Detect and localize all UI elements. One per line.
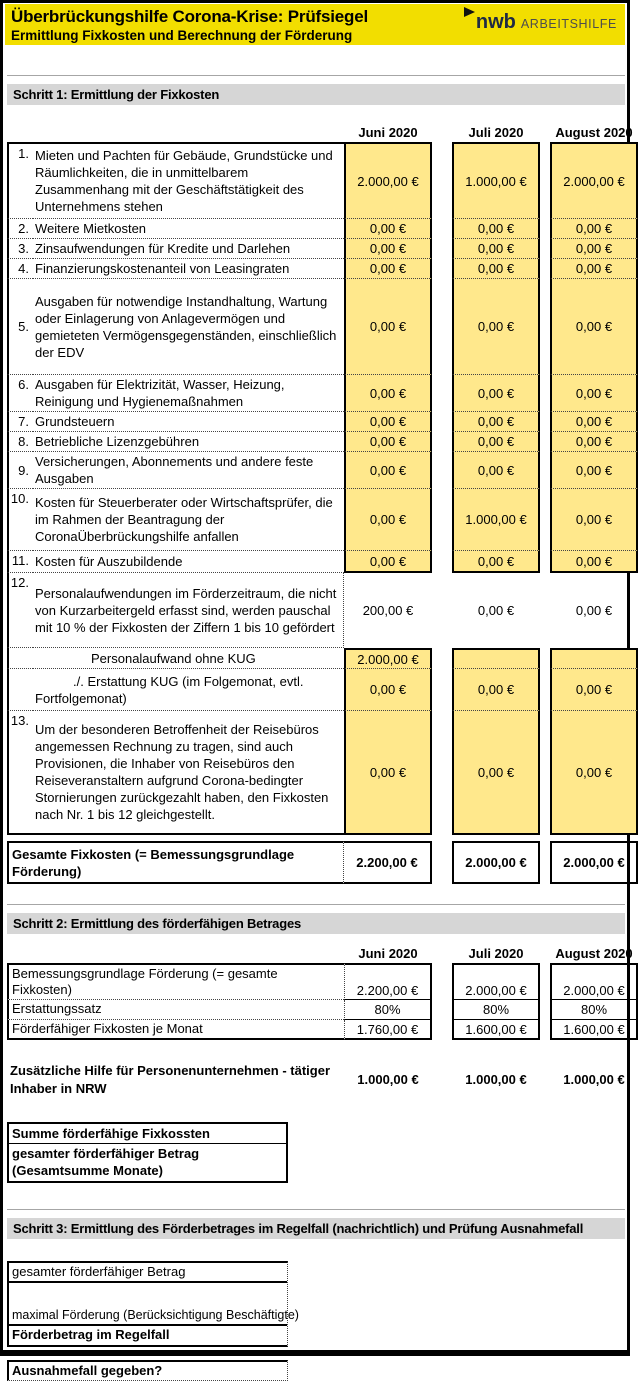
input-cell[interactable]: 0,00 € — [452, 239, 540, 259]
computed-cell: 1.600,00 € — [550, 1020, 638, 1040]
input-cell[interactable]: 0,00 € — [452, 551, 540, 573]
table-row-9 — [7, 452, 627, 489]
table-row-13 — [7, 711, 627, 835]
computed-cell: 1.600,00 € — [452, 1020, 540, 1040]
input-cell[interactable]: 0,00 € — [550, 432, 638, 452]
input-cell[interactable]: 0,00 € — [452, 412, 540, 432]
input-cell[interactable]: 0,00 € — [452, 711, 540, 835]
input-cell[interactable]: 0,00 € — [344, 259, 432, 279]
input-cell[interactable]: 0,00 € — [344, 551, 432, 573]
total-label: Gesamte Fixkosten (= Bemessungsgrundlage Förderung) — [7, 841, 344, 884]
row-label: Bemessungsgrundlage Förderung (= gesamte Fixkosten) — [12, 966, 278, 997]
row-number: 4. — [7, 259, 33, 279]
row-number: 13. — [7, 711, 33, 835]
input-cell[interactable]: 0,00 € — [550, 219, 638, 239]
month-header-juli: Juli 2020 — [468, 946, 524, 961]
input-cell[interactable]: 0,00 € — [344, 412, 432, 432]
row-label: Grundsteuern — [35, 414, 115, 429]
row-number: 9. — [7, 452, 33, 489]
table-row-6 — [7, 375, 627, 412]
input-cell[interactable]: 0,00 € — [452, 432, 540, 452]
nwb-logo-suffix: ARBEITSHILFE — [520, 17, 617, 31]
ausnahmefall-box: Ausnahmefall gegeben? — [7, 1360, 288, 1381]
input-cell[interactable]: 2.000,00 € — [344, 648, 432, 669]
row-label: Personalaufwand ohne KUG — [91, 650, 256, 666]
nwb-flag-icon — [464, 7, 475, 17]
month-header-juli: Juli 2020 — [468, 125, 524, 140]
fixkosten-table — [7, 142, 627, 835]
input-cell[interactable]: 0,00 € — [452, 669, 540, 711]
table-row-11 — [7, 551, 627, 573]
table-row-7 — [7, 412, 627, 432]
page-title: Überbrückungshilfe Corona-Krise: Prüfsiegel — [11, 7, 368, 26]
input-cell[interactable] — [550, 648, 638, 669]
month-header-august: August 2020 — [555, 125, 633, 140]
computed-cell: 1.000,00 € — [563, 1072, 625, 1087]
row-label: Kosten für Steuerberater oder Wirtschaftsprüfer, die im Rahmen der Beantragung der CoronaÜberbrückungshilfe anfallen — [35, 495, 333, 544]
row-number: 10. — [7, 489, 33, 551]
sum-box-row: Summe förderfähige Fixkossten — [9, 1124, 286, 1144]
section-heading-step1: Schritt 1: Ermittlung der Fixkosten — [7, 84, 625, 105]
month-header-row — [7, 946, 633, 963]
month-header-juni: Juni 2020 — [358, 125, 418, 140]
page-subtitle: Ermittlung Fixkosten und Berechnung der Förderung — [11, 28, 353, 43]
computed-cell: 0,00 € — [575, 603, 613, 618]
section-heading-step3: Schritt 3: Ermittlung des Förderbetrages im Regelfall (nachrichtlich) und Prüfung Ausnahmefall — [7, 1218, 625, 1239]
row-number: 3. — [7, 239, 33, 259]
row-number: 1. — [7, 142, 33, 219]
table-row-2 — [7, 219, 627, 239]
row-label: Mieten und Pachten für Gebäude, Grundstücke und Räumlichkeiten, die in unmittelbarem Zusammenhang mit der Geschäftstätigkeit des Unternehmens stehen — [35, 148, 333, 214]
table-row-erstattung-kug — [7, 669, 627, 711]
table-row-personalaufwand — [7, 648, 627, 669]
input-cell[interactable]: 1.000,00 € — [452, 142, 540, 219]
input-cell[interactable]: 0,00 € — [344, 279, 432, 375]
regelfall-row: gesamter förderfähiger Betrag — [9, 1263, 287, 1283]
row-number: 5. — [7, 279, 33, 375]
table-row-8 — [7, 432, 627, 452]
sum-box-row: gesamter förderfähiger Betrag (Gesamtsumme Monate) — [12, 1146, 200, 1178]
table-row-5 — [7, 279, 627, 375]
computed-cell: 2.000,00 € — [452, 963, 540, 1000]
input-cell[interactable]: 0,00 € — [452, 279, 540, 375]
month-header-juni: Juni 2020 — [358, 946, 418, 961]
row-label: ./. Erstattung KUG (im Folgemonat, evtl. Fortfolgemonat) — [35, 673, 304, 706]
computed-cell: 200,00 € — [362, 603, 414, 618]
input-cell[interactable] — [452, 648, 540, 669]
month-header-august: August 2020 — [555, 946, 633, 961]
row-number: 6. — [7, 375, 33, 412]
row-label: Weitere Mietkosten — [35, 221, 147, 236]
total-value: 2.200,00 € — [344, 841, 432, 884]
row-label: Zinsaufwendungen für Kredite und Darlehen — [35, 241, 291, 256]
row-label: Ausgaben für Elektrizität, Wasser, Heizung, Reinigung und Hygienemaßnahmen — [35, 377, 285, 409]
regelfall-row: Förderbetrag im Regelfall — [12, 1327, 170, 1342]
section-divider — [7, 1209, 625, 1210]
row-label: Kosten für Auszubildende — [35, 554, 183, 569]
row-number: 8. — [7, 432, 33, 452]
row-number: 12. — [7, 573, 33, 648]
row-label: Betriebliche Lizenzgebühren — [35, 434, 200, 449]
computed-cell: 2.000,00 € — [550, 963, 638, 1000]
sum-box — [7, 1122, 288, 1183]
total-value: 2.000,00 € — [452, 841, 540, 884]
row-label: Personalaufwendungen im Förderzeitraum, die nicht von Kurzarbeitergeld erfasst sind, werden pauschal mit 10 % der Fixkosten der Ziffern 1 bis 10 gefördert — [35, 585, 337, 635]
input-cell[interactable]: 0,00 € — [550, 551, 638, 573]
table-row-4 — [7, 259, 627, 279]
section-heading-step2: Schritt 2: Ermittlung des förderfähigen Betrages — [7, 913, 625, 934]
row-number: 11. — [7, 551, 33, 573]
input-cell[interactable]: 0,00 € — [344, 239, 432, 259]
row-label: Zusätzliche Hilfe für Personenunternehmen - tätiger Inhaber in NRW — [10, 1062, 330, 1096]
total-value: 2.000,00 € — [550, 841, 638, 884]
regelfall-row: maximal Förderung (Berücksichtigung Beschäftigte) — [9, 1283, 287, 1326]
month-header-row — [7, 125, 633, 142]
section-divider — [7, 904, 625, 905]
row-label: Versicherungen, Abonnements und andere feste Ausgaben — [35, 454, 314, 486]
table-row-3 — [7, 239, 627, 259]
input-cell[interactable]: 1.000,00 € — [452, 489, 540, 551]
input-cell[interactable]: 0,00 € — [550, 375, 638, 412]
nwb-logo-brand: nwb — [475, 11, 516, 33]
table-row-bemessungsgrundlage — [7, 963, 627, 1000]
table-row-erstattungssatz — [7, 1000, 627, 1020]
input-cell[interactable]: 0,00 € — [344, 489, 432, 551]
input-cell[interactable]: 0,00 € — [550, 239, 638, 259]
row-number — [7, 669, 33, 711]
input-cell[interactable]: 0,00 € — [550, 452, 638, 489]
section-divider — [7, 75, 625, 76]
regelfall-box — [7, 1261, 299, 1347]
computed-cell: 1.000,00 € — [357, 1072, 419, 1087]
computed-cell: 1.000,00 € — [465, 1072, 527, 1087]
row-label: Förderfähiger Fixkosten je Monat — [12, 1021, 203, 1036]
total-fixkosten-row — [7, 841, 627, 884]
input-cell[interactable]: 0,00 € — [452, 259, 540, 279]
title-banner — [5, 4, 625, 45]
input-cell[interactable]: 2.000,00 € — [344, 142, 432, 219]
computed-cell: 2.200,00 € — [344, 963, 432, 1000]
input-cell[interactable]: 0,00 € — [344, 432, 432, 452]
input-cell[interactable]: 0,00 € — [452, 219, 540, 239]
row-number: 2. — [7, 219, 33, 239]
foerderfaehig-table — [7, 963, 627, 1040]
input-cell[interactable]: 0,00 € — [452, 452, 540, 489]
input-cell[interactable]: 0,00 € — [550, 489, 638, 551]
row-label: Finanzierungskostenanteil von Leasingraten — [35, 261, 290, 276]
input-cell[interactable]: 0,00 € — [344, 219, 432, 239]
table-row-12 — [7, 573, 627, 648]
computed-cell: 80% — [550, 1000, 638, 1020]
input-cell[interactable]: 0,00 € — [550, 711, 638, 835]
input-cell[interactable]: 0,00 € — [550, 279, 638, 375]
input-cell[interactable]: 0,00 € — [344, 375, 432, 412]
input-cell[interactable]: 0,00 € — [452, 375, 540, 412]
input-cell[interactable]: 0,00 € — [344, 711, 432, 835]
computed-cell: 0,00 € — [477, 603, 515, 618]
input-cell[interactable]: 0,00 € — [344, 669, 432, 711]
table-row-1 — [7, 142, 627, 219]
input-cell[interactable]: 0,00 € — [550, 412, 638, 432]
input-cell[interactable]: 0,00 € — [550, 669, 638, 711]
table-row-10 — [7, 489, 627, 551]
zusatzhilfe-row — [7, 1057, 627, 1102]
row-label: Erstattungssatz — [12, 1001, 102, 1016]
row-label: Ausgaben für notwendige Instandhaltung, Wartung oder Einlagerung von Anlagevermögen und gemieteten Vermögensgegenständen, einschließlich der EDV — [35, 293, 337, 360]
computed-cell: 80% — [344, 1000, 432, 1020]
table-row-foerderfaehige-fixkosten — [7, 1020, 627, 1040]
computed-cell: 80% — [452, 1000, 540, 1020]
input-cell[interactable]: 0,00 € — [344, 452, 432, 489]
nwb-logo — [476, 13, 617, 31]
computed-cell: 1.760,00 € — [344, 1020, 432, 1040]
row-number: 7. — [7, 412, 33, 432]
row-label: Um der besonderen Betroffenheit der Reisebüros angemessen Rechnung zu tragen, sind auch Provisionen, die Inhaber von Reisebüros den Reiseveranstaltern aufgrund Corona-bedingter Stornierungen zurückgezahlt haben, den Fixkosten nach Nr. 1 bis 12 gleichgestellt. — [35, 722, 329, 822]
input-cell[interactable]: 0,00 € — [550, 259, 638, 279]
input-cell[interactable]: 2.000,00 € — [550, 142, 638, 219]
row-number — [7, 648, 33, 669]
